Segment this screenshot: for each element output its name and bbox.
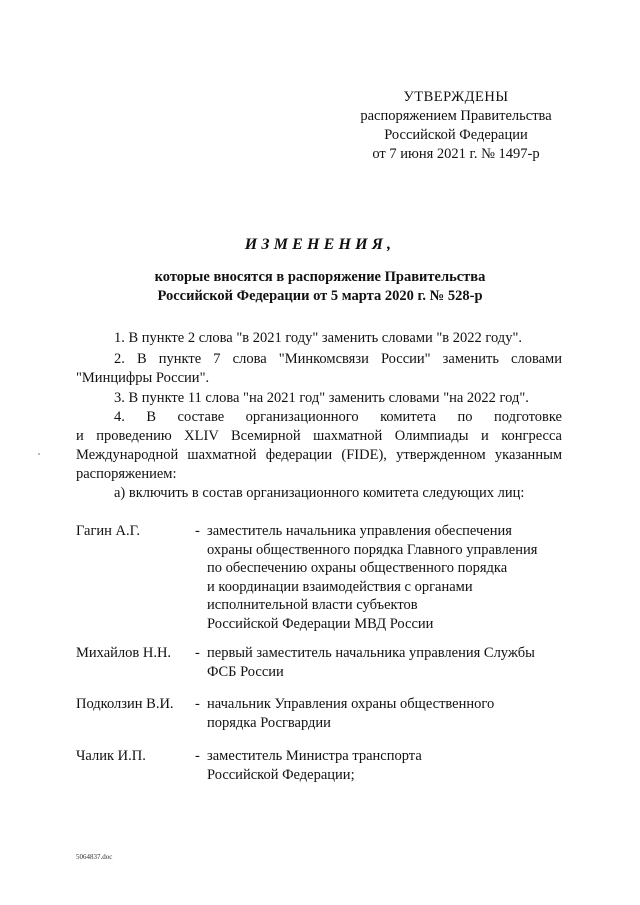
member-dash: -	[195, 523, 200, 539]
scan-speck	[38, 453, 40, 455]
member-entry	[76, 644, 566, 684]
member-position-line: охраны общественного порядка Главного управления	[207, 541, 538, 558]
item-3-text: 3. В пункте 11 слова "на 2021 год" заменить словами "на 2022 год".	[114, 390, 529, 406]
member-position-line: порядка Росгвардии	[207, 714, 331, 731]
item-4-line-1: 4. В составе организационного комитета по подготовке	[114, 409, 562, 425]
heading-title: ИЗМЕНЕНИЯ,	[244, 236, 396, 253]
member-dash: -	[195, 645, 200, 661]
member-entry	[76, 747, 566, 787]
member-position	[207, 522, 537, 633]
member-position	[207, 695, 494, 732]
member-name: Гагин А.Г.	[76, 523, 141, 539]
member-name: Михайлов Н.Н.	[76, 645, 172, 661]
approval-line-1: распоряжением Правительства	[360, 108, 552, 124]
item-4	[76, 408, 562, 503]
member-name: Подколзин В.И.	[76, 696, 174, 712]
member-dash: -	[195, 696, 200, 712]
heading-subtitle-line-1: которые вносятся в распоряжение Правительства	[154, 269, 486, 285]
approval-line-3: от 7 июня 2021 г. № 1497-р	[372, 146, 540, 162]
member-position	[207, 747, 422, 784]
member-position-line: ФСБ России	[207, 663, 284, 680]
member-entry	[76, 522, 566, 637]
approval-line-2: Российской Федерации	[384, 127, 528, 143]
member-position-line: по обеспечению охраны общественного порядка	[207, 560, 508, 576]
member-position	[207, 644, 535, 681]
item-2-line-1: 2. В пункте 7 слова "Минкомсвязи России" заменить словами	[114, 351, 562, 367]
item-4-line-2: и проведению XLIV Всемирной шахматной Олимпиады и конгресса	[76, 428, 562, 444]
heading-subtitle-line-2: Российской Федерации от 5 марта 2020 г. № 528-р	[157, 288, 483, 304]
member-dash: -	[195, 748, 200, 764]
member-position-line: начальник Управления охраны общественного	[207, 696, 495, 712]
document-heading	[78, 236, 562, 306]
item-4-line-4: распоряжением:	[76, 466, 177, 482]
member-name: Чалик И.П.	[76, 748, 146, 764]
member-position-line: заместитель начальника управления обеспечения	[207, 523, 512, 539]
item-4-line-5: а) включить в состав организационного комитета следующих лиц:	[114, 485, 525, 501]
item-1	[76, 329, 562, 348]
item-4-line-3: Международной шахматной федерации (FIDE), утвержденном указанным	[76, 447, 562, 463]
member-position-line: заместитель Министра транспорта	[207, 748, 422, 764]
approval-title: УТВЕРЖДЕНЫ	[403, 89, 509, 105]
document-file-id: 5064837.doc	[76, 853, 113, 861]
item-2-line-2: "Минцифры России".	[76, 370, 210, 386]
member-entry	[76, 695, 566, 735]
heading-subtitle	[78, 268, 562, 306]
approval-block	[340, 88, 572, 164]
item-2	[76, 350, 562, 388]
item-3	[76, 389, 562, 408]
member-position-line: первый заместитель начальника управления Службы	[207, 645, 535, 661]
member-position-line: и координации взаимодействия с органами	[207, 578, 473, 595]
member-position-line: исполнительной власти субъектов	[207, 597, 418, 613]
member-position-line: Российской Федерации МВД России	[207, 615, 434, 632]
member-position-line: Российской Федерации;	[207, 766, 355, 783]
item-1-text: 1. В пункте 2 слова "в 2021 году" заменить словами "в 2022 году".	[114, 330, 522, 346]
